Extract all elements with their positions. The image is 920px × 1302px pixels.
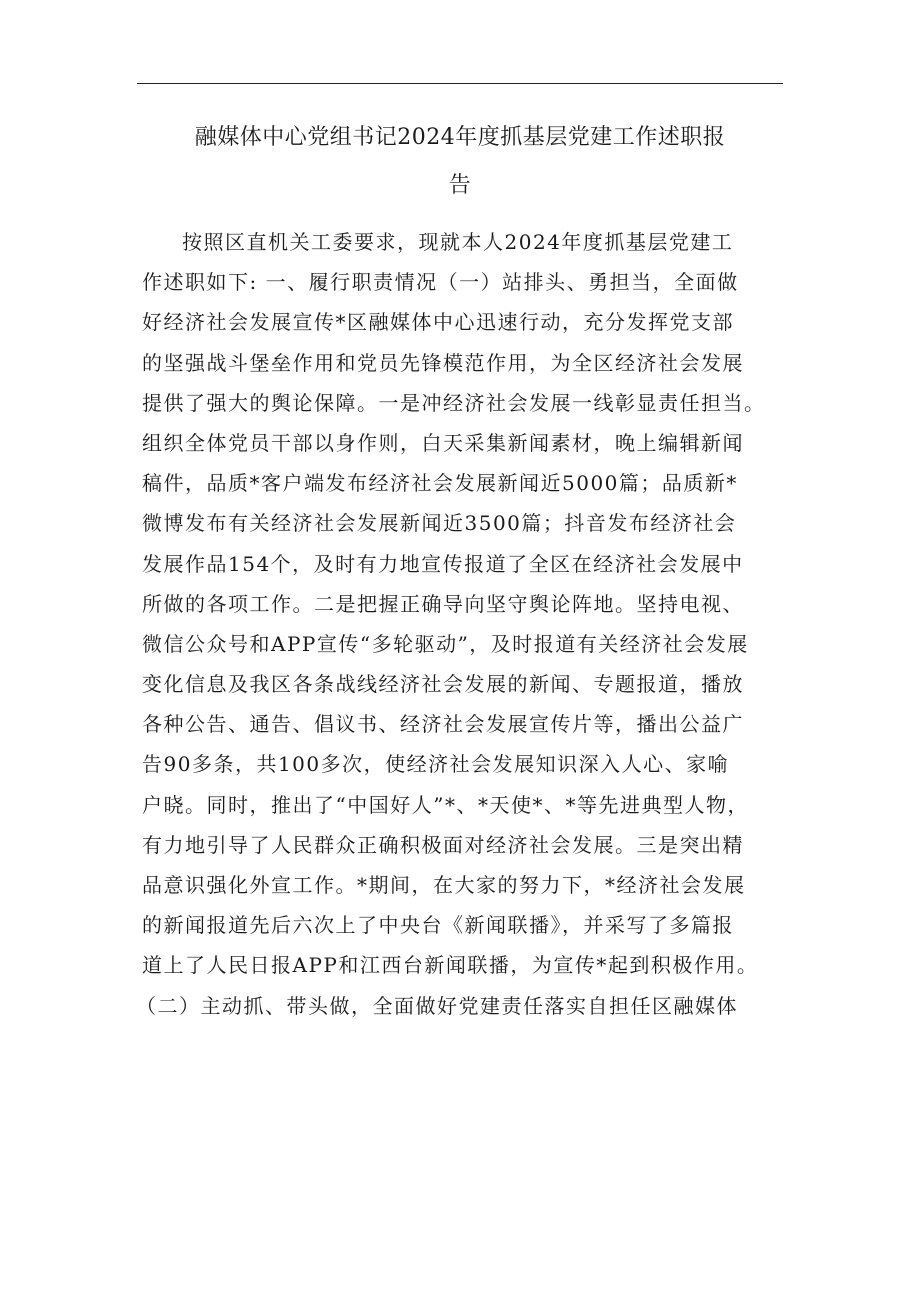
body-line: 所做的各项工作。二是把握正确导向坚守舆论阵地。坚持电视、: [142, 591, 744, 616]
body-line: 品意识强化外宣工作。*期间，在大家的努力下，*经济社会发展: [142, 873, 746, 897]
body-line: 发展作品154个，及时有力地宣传报道了全区在经济社会发展中: [142, 551, 744, 576]
title-line-1: 融媒体中心党组书记2024年度抓基层党建工作述职报: [194, 125, 726, 150]
body-line: 稿件，品质*客户端发布经济社会发展新闻近5000篇；品质新*: [142, 471, 738, 496]
body-line: 道上了人民日报APP和江西台新闻联播，为宣传*起到积极作用。: [142, 953, 759, 978]
title-line-2: 告: [448, 173, 472, 198]
body-line: 的坚强战斗堡垒作用和党员先锋模范作用，为全区经济社会发展: [142, 350, 744, 375]
body-line: 微信公众号和APP宣传“多轮驱动”，及时报道有关经济社会发展: [142, 631, 749, 656]
body-line: 的新闻报道先后六次上了中央台《新闻联播》，并采写了多篇报: [142, 913, 734, 938]
body-line: 提供了强大的舆论保障。一是冲经济社会发展一线彰显责任担当。: [142, 390, 766, 415]
body-line: 各种公告、通告、倡议书、经济社会发展宣传片等，播出公益广: [142, 712, 744, 737]
body-line: 户晓。同时，推出了“中国好人”*、*天使*、*等先进典型人物，: [142, 792, 749, 817]
body-line: 作述职如下: 一、履行职责情况（一）站排头、勇担当，全面做: [142, 270, 739, 295]
body-line: 组织全体党员干部以身作则，白天采集新闻素材，晚上编辑新闻: [142, 430, 744, 455]
document-title: [137, 114, 783, 210]
body-line: 按照区直机关工委要求，现就本人2024年度抓基层党建工: [182, 230, 734, 254]
body-line: 微博发布有关经济社会发展新闻近3500篇；抖音发布经济社会: [142, 511, 737, 536]
body-line: 有力地引导了人民群众正确积极面对经济社会发展。三是突出精: [142, 832, 744, 857]
document-body: [136, 222, 802, 1026]
body-line: 好经济社会发展宣传*区融媒体中心迅速行动，充分发挥党支部: [142, 310, 734, 335]
body-line: 告90多条，共100多次，使经济社会发展知识深入人心、家喻: [142, 752, 730, 777]
body-line: 变化信息及我区各条战线经济社会发展的新闻、专题报道，播放: [142, 672, 744, 697]
body-line: （二）主动抓、带头做，全面做好党建责任落实自担任区融媒体: [136, 993, 738, 1018]
header-rule: [137, 83, 783, 84]
